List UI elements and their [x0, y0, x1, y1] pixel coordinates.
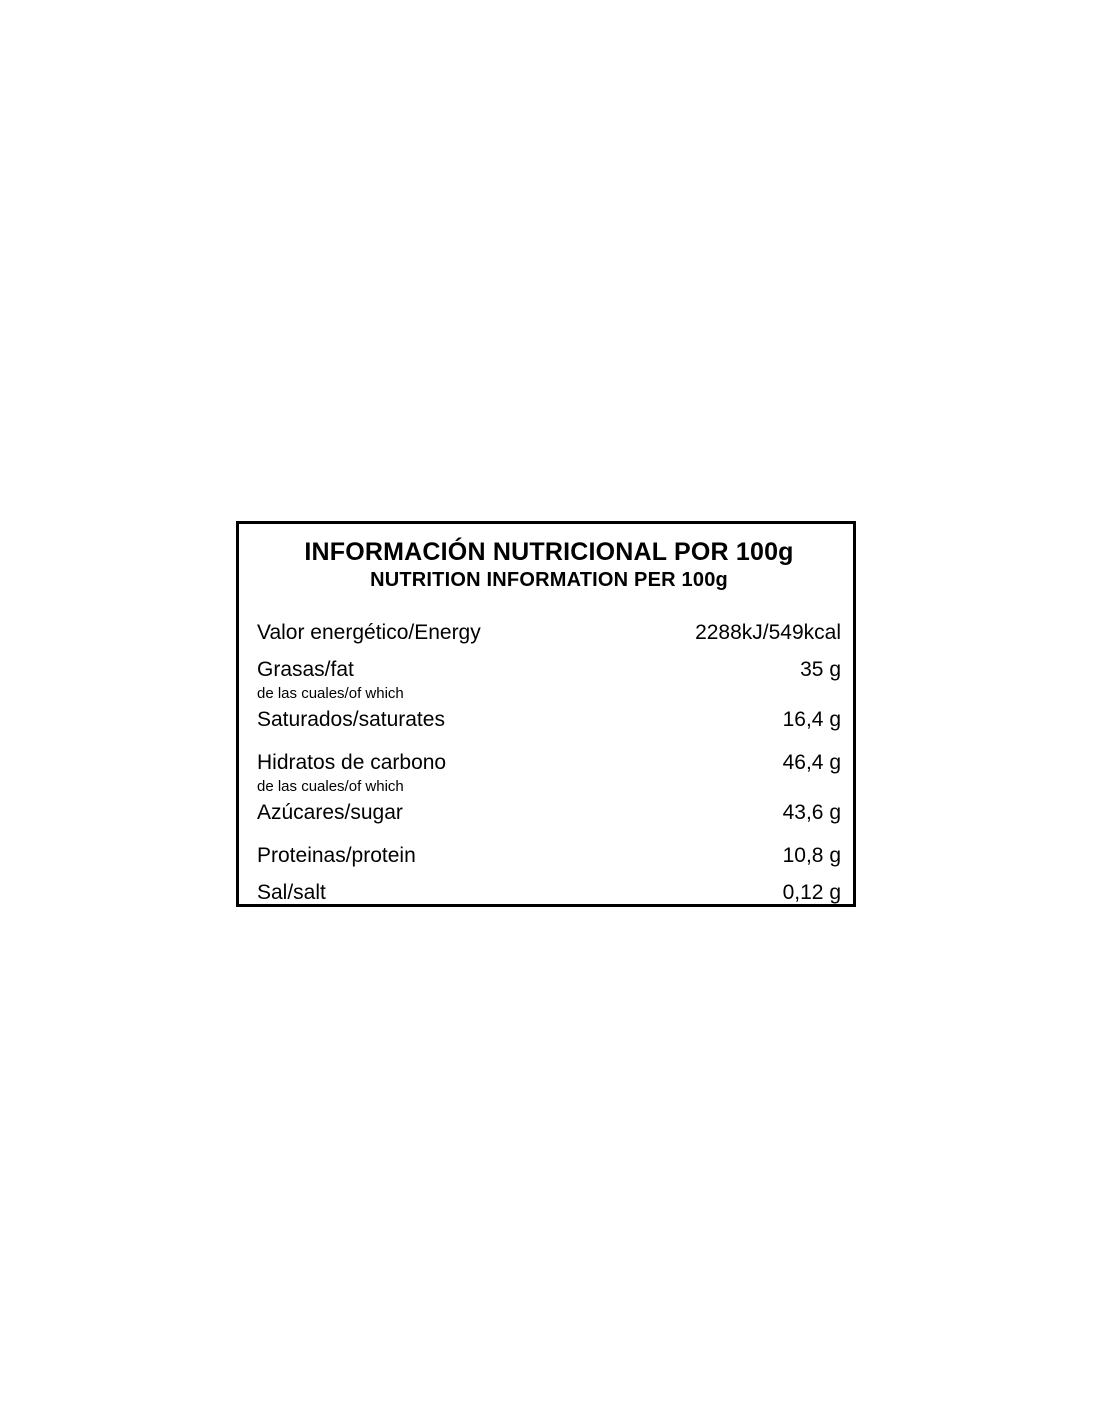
nutrient-row-protein: [257, 842, 841, 869]
panel-title-block: [257, 537, 841, 593]
nutrient-name: Grasas/fat: [257, 658, 354, 681]
nutrient-value: 2288kJ/549kcal: [695, 621, 841, 644]
nutrient-name: Sal/salt: [257, 881, 326, 904]
nutrient-value: 35 g: [800, 658, 841, 681]
nutrient-row-fat: [257, 656, 841, 703]
panel-title-english: NUTRITION INFORMATION PER 100g: [370, 569, 728, 591]
nutrition-facts-panel: [236, 521, 856, 907]
nutrient-subnote: de las cuales/of which: [257, 778, 404, 795]
nutrient-row-sugar: [257, 799, 841, 826]
nutrient-value: 0,12 g: [782, 881, 841, 904]
nutrient-value: 16,4 g: [782, 708, 841, 731]
nutrient-row-energy: [257, 619, 841, 646]
nutrient-subnote: de las cuales/of which: [257, 685, 404, 702]
nutrient-row-salt: [257, 879, 841, 906]
nutrient-value: 46,4 g: [782, 751, 841, 774]
nutrient-rows: [257, 619, 841, 906]
nutrient-name: Valor energético/Energy: [257, 621, 481, 644]
panel-title-spanish: INFORMACIÓN NUTRICIONAL POR 100g: [304, 538, 794, 566]
nutrient-value: 10,8 g: [782, 844, 841, 867]
nutrient-row-carbohydrate: [257, 749, 841, 796]
nutrient-name: Hidratos de carbono: [257, 751, 447, 774]
nutrient-name: Proteinas/protein: [257, 844, 416, 867]
nutrient-name: Saturados/saturates: [257, 708, 445, 731]
nutrient-row-saturates: [257, 706, 841, 733]
nutrient-value: 43,6 g: [782, 801, 841, 824]
nutrient-name: Azúcares/sugar: [257, 801, 403, 824]
